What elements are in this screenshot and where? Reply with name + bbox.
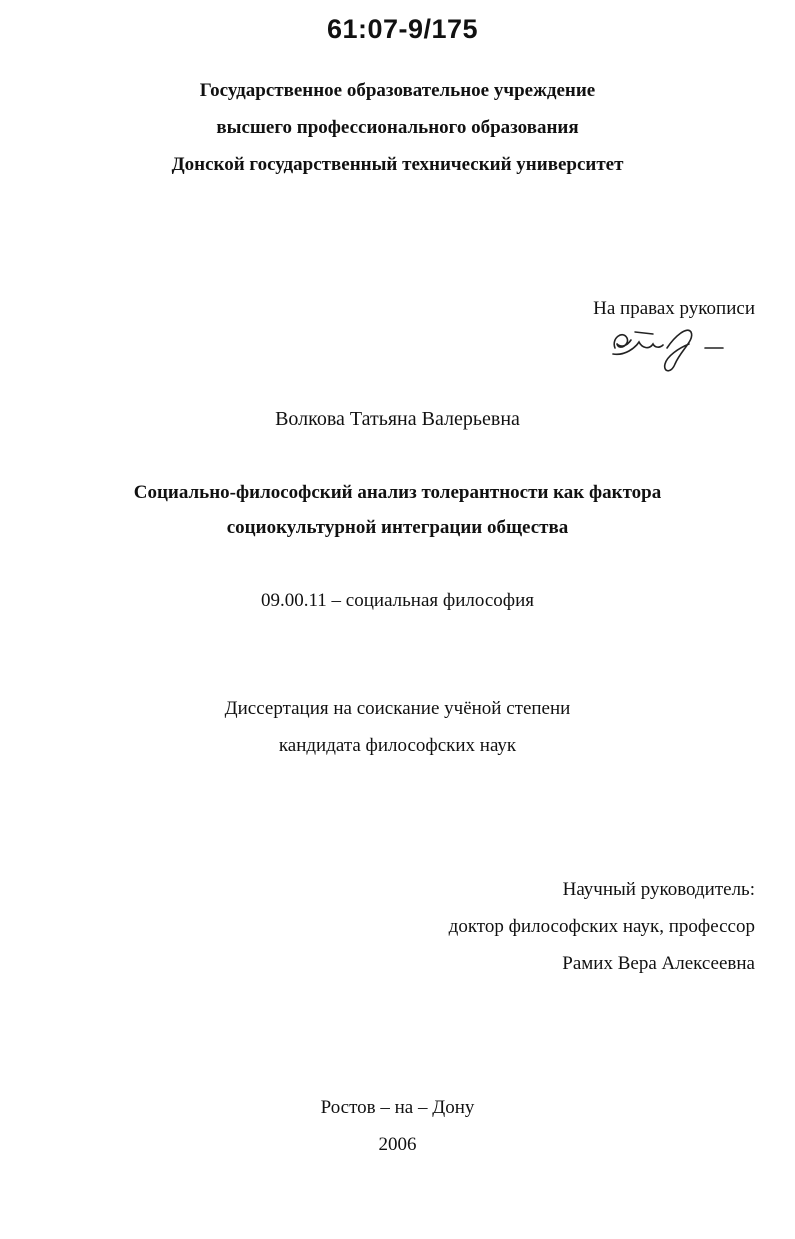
- supervisor-name: Рамих Вера Алексеевна: [562, 953, 755, 974]
- institution-line-2: высшего профессионального образования: [216, 117, 579, 138]
- supervisor-credentials: доктор философских наук, профессор: [448, 916, 755, 937]
- city: Ростов – на – Дону: [320, 1097, 475, 1118]
- specialty-code: 09.00.11 – социальная философия: [261, 590, 534, 611]
- degree-line-2: кандидата философских наук: [278, 735, 517, 756]
- dissertation-title-line-2: социокультурной интеграции общества: [226, 517, 569, 538]
- archive-code: 61:07-9/175: [326, 14, 479, 44]
- supervisor-label: Научный руководитель:: [562, 879, 755, 900]
- manuscript-note: На правах рукописи: [593, 298, 755, 319]
- author-name: Волкова Татьяна Валерьевна: [275, 408, 520, 430]
- signature-icon: [605, 318, 735, 376]
- degree-line-1: Диссертация на соискание учёной степени: [224, 698, 571, 719]
- dissertation-title-line-1: Социально-философский анализ толерантности как фактора: [133, 482, 662, 503]
- institution-line-3: Донской государственный технический университет: [171, 154, 624, 175]
- year: 2006: [378, 1134, 417, 1155]
- institution-line-1: Государственное образовательное учреждение: [199, 80, 596, 101]
